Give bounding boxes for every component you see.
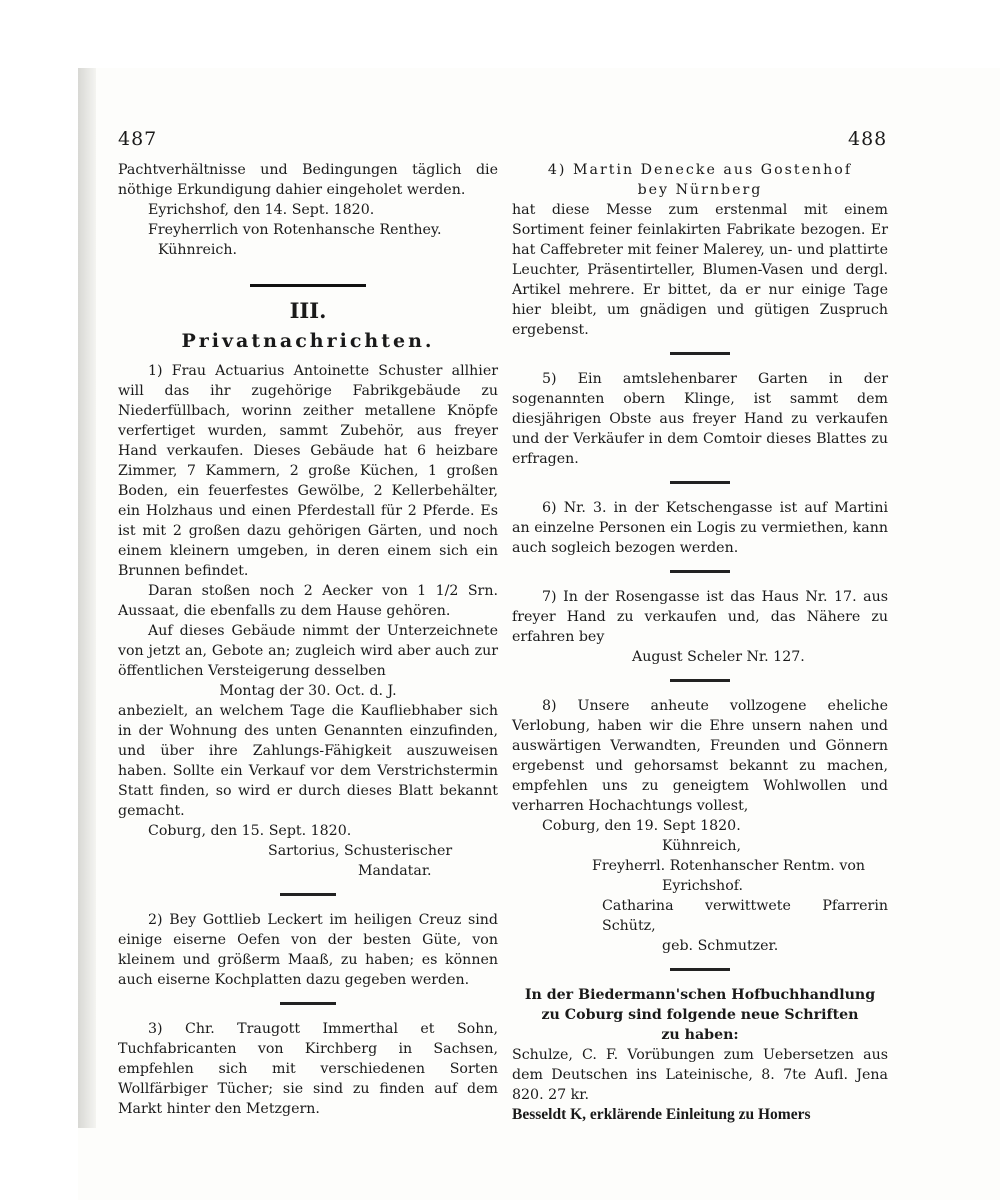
item-8-signature-bride: Catharina verwittwete Pfarrerin Schütz, (602, 898, 888, 934)
item-4-subheading: bey Nürnberg (637, 182, 763, 198)
item-7-paragraph: 7) In der Rosengasse ist das Haus Nr. 17. aus freyer Hand zu verkaufen und, das Nähere zu erfahren bey (512, 589, 888, 645)
page-number-right: 488 (848, 128, 888, 150)
divider-3 (670, 352, 730, 355)
item-8-signature-place: Eyrichshof. (662, 878, 743, 894)
item-4-paragraph: hat diese Messe zum erstenmal mit einem Sortiment feiner feinlakirten Fabrikate bezogen. Er hat Caffebreter mit feiner Malerey, un- und plattirte Leuchter, Präsentirteller, Blumen-Vasen und dergl. Artikel mehrere. Er bittet, da er nur einige Tage hier bleibt, um gnädigen und gütigen Zuspruch ergebenst. (512, 202, 888, 338)
book-entry-2: Besseldt K, erklärende Einleitung zu Homers (512, 1106, 811, 1123)
item-1-auction: Auf dieses Gebäude nimmt der Unterzeichnete von jetzt an, Gebote an; zugleich wird aber auch zur öffentlichen Versteigerung desselben (118, 623, 498, 679)
divider-5 (670, 570, 730, 573)
intro-signature-name: Kühnreich. (158, 242, 238, 258)
item-8-signature-maiden: geb. Schmutzer. (662, 938, 779, 954)
divider-4 (670, 481, 730, 484)
intro-signature-office: Freyherrlich von Rotenhansche Renthey. (148, 222, 442, 238)
item-7-signature: August Scheler Nr. 127. (632, 649, 805, 665)
divider-2 (280, 1002, 336, 1005)
intro-paragraph: Pachtverhältnisse und Bedingungen täglich die nöthige Erkundigung dahier eingeholet werden. (118, 162, 498, 198)
item-6-paragraph: 6) Nr. 3. in der Ketschengasse ist auf Martini an einzelne Personen ein Logis zu vermiethen, kann auch sogleich bezogen werden. (512, 500, 888, 556)
book-notice-heading: In der Biedermann'schen Hofbuchhandlung (524, 987, 876, 1003)
right-column (512, 160, 888, 1125)
page-number-left: 487 (118, 128, 158, 150)
item-3-paragraph: 3) Chr. Traugott Immerthal et Sohn, Tuchfabricanten von Kirchberg in Sachsen, empfehlen sich mit verschiedenen Sorten Wollfärbiger Tücher; sie sind zu finden auf dem Markt hinter den Metzgern. (118, 1021, 498, 1117)
intro-date: Eyrichshof, den 14. Sept. 1820. (148, 202, 375, 218)
section-divider (250, 284, 366, 287)
item-1-date: Coburg, den 15. Sept. 1820. (148, 823, 352, 839)
book-notice-heading-3: zu haben: (661, 1027, 739, 1043)
item-4-heading: 4) Martin Denecke aus Gostenhof (547, 162, 853, 178)
book-notice-heading-2: zu Coburg sind folgende neue Schriften (541, 1007, 859, 1023)
item-5-paragraph: 5) Ein amtslehenbarer Garten in der sogenannten obern Klinge, ist sammt dem diesjährigen Obste aus freyer Hand zu verkaufen und der Verkäufer in dem Comtoir dieses Blattes zu erfragen. (512, 371, 888, 467)
divider-1 (280, 893, 336, 896)
divider-6 (670, 679, 730, 682)
item-2-paragraph: 2) Bey Gottlieb Leckert im heiligen Creuz sind einige eiserne Oefen von der besten Güte, von kleinem und größerm Maaß, zu haben; es können auch eiserne Kochplatten dazu gegeben werden. (118, 912, 498, 988)
item-8-date: Coburg, den 19. Sept 1820. (542, 818, 741, 834)
item-8-paragraph: 8) Unsere anheute vollzogene eheliche Verlobung, haben wir die Ehre unsern nahen und auswärtigen Verwandten, Freunden und Gönnern ergebenst und gehorsamst bekannt zu machen, empfehlen uns zu geneigtem Wohlwollen und verharren Hochachtungs vollest, (512, 698, 888, 814)
section-title: Privatnachrichten. (181, 330, 435, 352)
item-1-conditions: anbezielt, an welchem Tage die Kaufliebhaber sich in der Wohnung des unten Genannten einzufinden, und über ihre Zahlungs-Fähigkeit auszuweisen haben. Sollte ein Verkauf vor dem Verstrichstermin Statt finden, so wird er durch dieses Blatt bekannt gemacht. (118, 703, 498, 819)
left-column (118, 160, 498, 1119)
divider-7 (670, 968, 730, 971)
item-8-signature-title: Freyherrl. Rotenhanscher Rentm. von (592, 858, 866, 874)
item-1-signature-title: Mandatar. (358, 863, 432, 879)
item-1-signature: Sartorius, Schusterischer (268, 843, 453, 859)
item-1-paragraph: 1) Frau Actuarius Antoinette Schuster allhier will das ihr zugehörige Fabrikgebäude zu Niederfüllbach, worinn zeither metallene Knöpfe verfertiget wurden, sammt Zubehör, aus freyer Hand verkaufen. Dieses Gebäude hat 6 heizbare Zimmer, 7 Kammern, 2 große Küchen, 1 großen Boden, ein feuerfestes Gewölbe, 2 Kellerbehälter, ein Holzhaus und einen Pferdestall für 2 Pferde. Es ist mit 2 großen dazu gehörigen Gärten, und noch einem kleinern umgeben, in deren einem sich ein Brunnen befindet. (118, 363, 498, 579)
scan-margin-left (0, 0, 78, 1200)
book-entry-1: Schulze, C. F. Vorübungen zum Uebersetzen aus dem Deutschen ins Lateinische, 8. 7te Aufl. Jena 820. 27 kr. (512, 1047, 888, 1103)
item-1-auction-date: Montag der 30. Oct. d. J. (219, 683, 397, 699)
scan-margin-top (78, 0, 1000, 68)
section-number: III. (289, 298, 327, 323)
page-shadow (78, 68, 96, 1128)
item-8-signature-name: Kühnreich, (662, 838, 742, 854)
item-1-fields: Daran stoßen noch 2 Aecker von 1 1/2 Srn. Aussaat, die ebenfalls zu dem Hause gehören. (118, 583, 498, 619)
